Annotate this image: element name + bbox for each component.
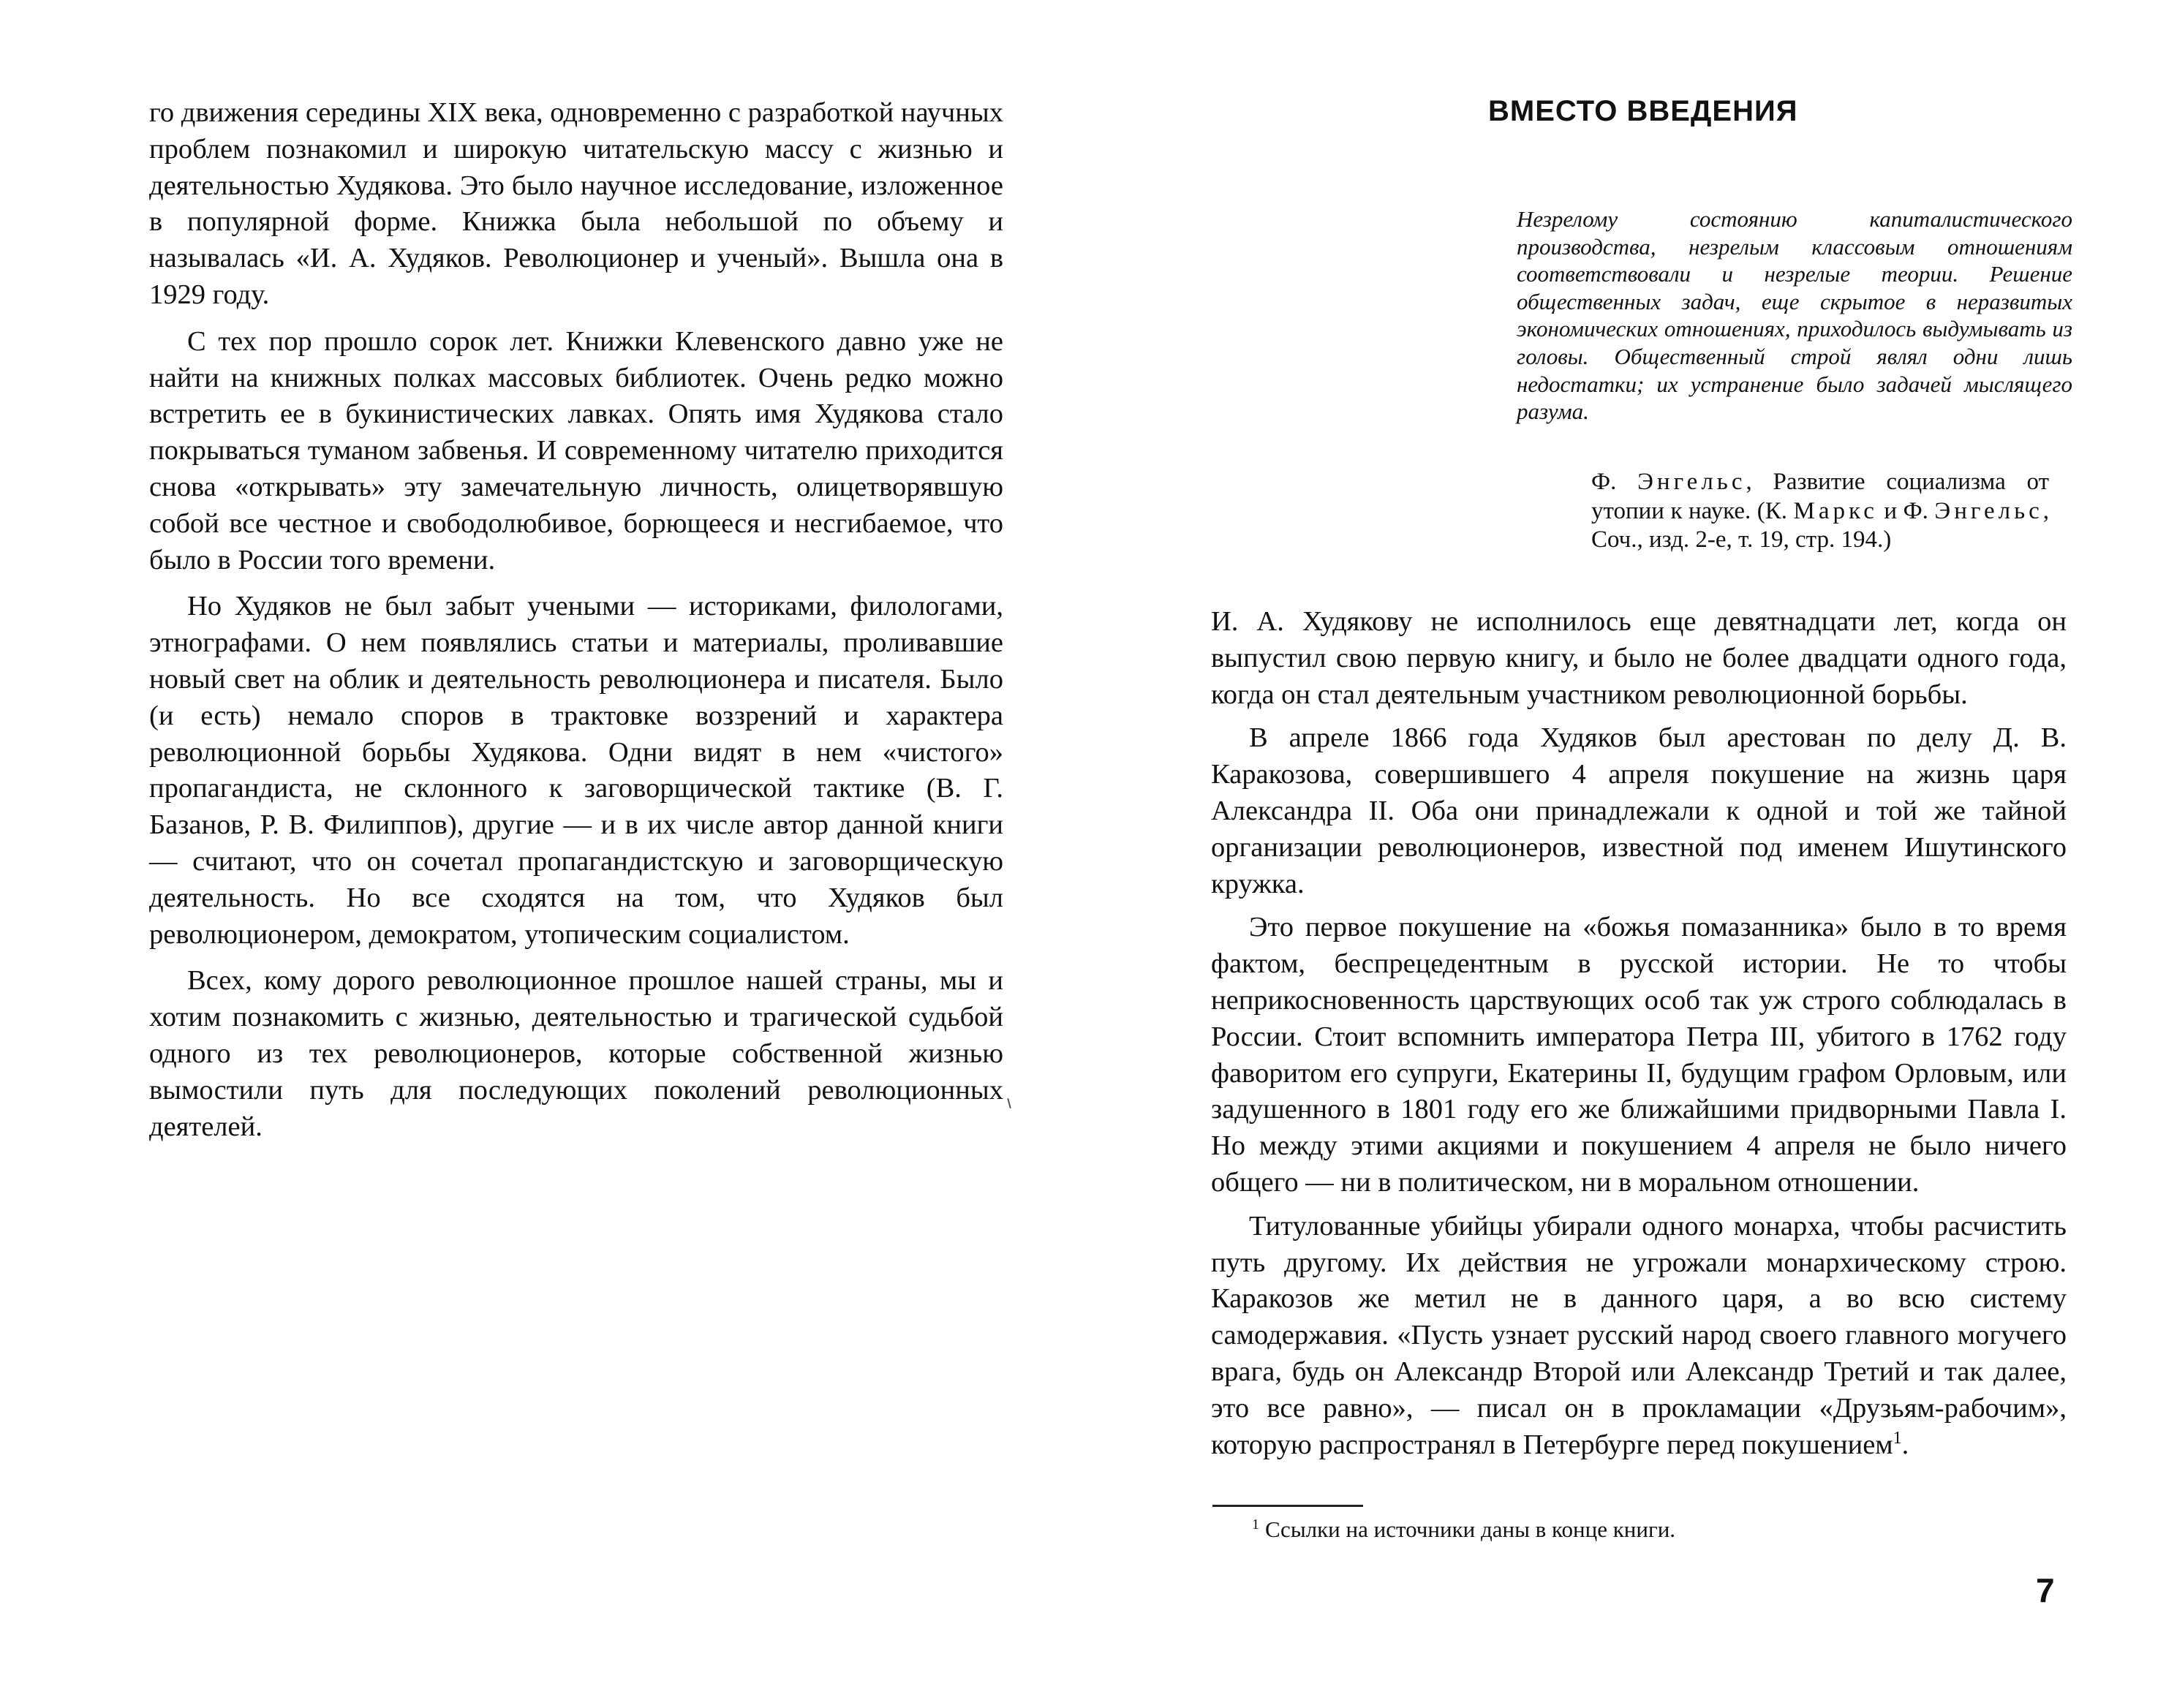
epigraph: Незрелому состоянию капиталистического производства, незрелым классовым отношениям соответствовали и незрелые теории. Решение общественных задач, еще скрытое в неразвитых экономических отношениях, приходилось выдумывать из головы. Общественный строй являл одни лишь недостатки; их устранение было задачей мыслящего разума. — [1517, 206, 2072, 425]
attribution-and: и Ф. — [1884, 497, 1928, 524]
left-page-body — [149, 95, 1003, 1155]
footnote-divider — [1212, 1505, 1363, 1507]
footnote — [1252, 1515, 2056, 1544]
left-paragraph-2: С тех пор прошло сорок лет. Книжки Клевенского давно уже не найти на книжных полках массовых библиотек. Очень редко можно встретить ее в букинистических лавках. Опять имя Худякова стало покрываться туманом забвенья. И современному читателю приходится снова «открывать» эту замечательную личность, олицетворявшую собой все честное и свободолюбивое, борющееся и несгибаемое, что было в России того времени. — [149, 325, 1003, 575]
left-page — [0, 0, 1088, 1708]
attribution-engels: Энгельс — [1934, 497, 2043, 524]
right-paragraph-1: И. А. Худякову не исполнилось еще девятнадцати лет, когда он выпустил свою первую книгу, и было не более двадцати одного года, когда он стал деятельным участником революционной борьбы. — [1211, 606, 2067, 710]
attribution-work: , Развитие социализма от утопии к науке. (К. — [1591, 469, 2049, 524]
right-page-body — [1211, 604, 2067, 1470]
right-page — [1088, 0, 2177, 1708]
attribution-source: , Соч., изд. 2-е, т. 19, стр. 194.) — [1591, 497, 2050, 553]
left-paragraph-4: Всех, кому дорого революционное прошлое нашей страны, мы и хотим познакомить с жизнью, деятельностью и трагической судьбой одного из тех революционеров, которые собственной жизнью вымостили путь для последующих поколений революционных деятелей. — [149, 965, 1003, 1142]
right-paragraph-4-text: Титулованные убийцы убирали одного монарха, чтобы расчистить путь другому. Их действия не угрожали монархическому строю. Каракозов же метил не в данного царя, а во всю систему самодержавия. «Пусть узнает русский народ своего главного могучего врага, будь он Александр Второй или Александр Третий и так далее, это все равно», — писал он в прокламации «Друзьям-рабочим», которую распространял в Петербурге перед покушением — [1211, 1210, 2067, 1460]
left-paragraph-1: го движения середины XIX века, одновременно с разработкой научных проблем познакомил и широкую читательскую массу с жизнью и деятельностью Худякова. Это было научное исследование, изложенное в популярной форме. Книжка была небольшой по объему и называлась «И. А. Худяков. Революционер и ученый». Вышла она в 1929 году. — [149, 97, 1003, 310]
page-number: 7 — [2036, 1571, 2055, 1609]
left-paragraph-3: Но Худяков не был забыт учеными — историками, филологами, этнографами. О нем появлялись статьи и материалы, проливавшие новый свет на облик и деятельность революционера и писателя. Было (и есть) немало споров в трактовке воззрений и характера революционной борьбы Худякова. Одни видят в нем «чистого» пропагандиста, не склонного к заговорщической тактике (В. Г. Базанов, Р. В. Филиппов), другие — и в их числе автор данной книги — считают, что он сочетал пропагандистскую и заговорщическую деятельность. Но все сходятся на том, что Худяков был революционером, демократом, утопическим социалистом. — [149, 591, 1003, 950]
attribution-author: Энгельс — [1637, 469, 1746, 495]
epigraph-attribution — [1591, 468, 2049, 555]
attribution-marx: Маркс — [1793, 497, 1878, 524]
footnote-number: 1 — [1252, 1516, 1259, 1533]
footnote-text: Ссылки на источники даны в конце книги. — [1265, 1516, 1676, 1542]
right-paragraph-4: Титулованные убийцы убирали одного монарха, чтобы расчистить путь другому. Их действия не угрожали монархическому строю. Каракозов же метил не в данного царя, а во всю систему самодержавия. «Пусть узнает русский народ своего главного могучего врага, будь он Александр Второй или Александр Третий и так далее, это все равно», — писал он в прокламации «Друзьям-рабочим», которую распространял в Петербурге перед покушением$^1$. — [1211, 1210, 2067, 1460]
footnote-reference[interactable]: 1 — [1893, 1428, 1902, 1448]
right-paragraph-2: В апреле 1866 года Худяков был арестован по делу Д. В. Каракозова, совершившего 4 апреля покушение на жизнь царя Александра II. Оба они принадлежали к одной и той же тайной организации революционеров, известной под именем Ишутинского кружка. — [1211, 722, 2067, 899]
right-paragraph-3: Это первое покушение на «божья помазанника» было в то время фактом, беспрецедентным в русской истории. Не то чтобы неприкосновенность царствующих особ так уж строго соблюдалась в России. Стоит вспомнить императора Петра III, убитого в 1762 году фаворитом его супруги, Екатерины II, будущим графом Орловым, или задушенного в 1801 году его же ближайшими придворными Павла I. Но между этими акциями и покушением 4 апреля не было ничего общего — ни в политическом, ни в моральном отношении. — [1211, 912, 2067, 1198]
scan-speck — [1007, 1098, 1011, 1108]
attribution-initial: Ф. — [1591, 469, 1617, 495]
chapter-heading: ВМЕСТО ВВЕДЕНИЯ — [1488, 95, 1798, 127]
